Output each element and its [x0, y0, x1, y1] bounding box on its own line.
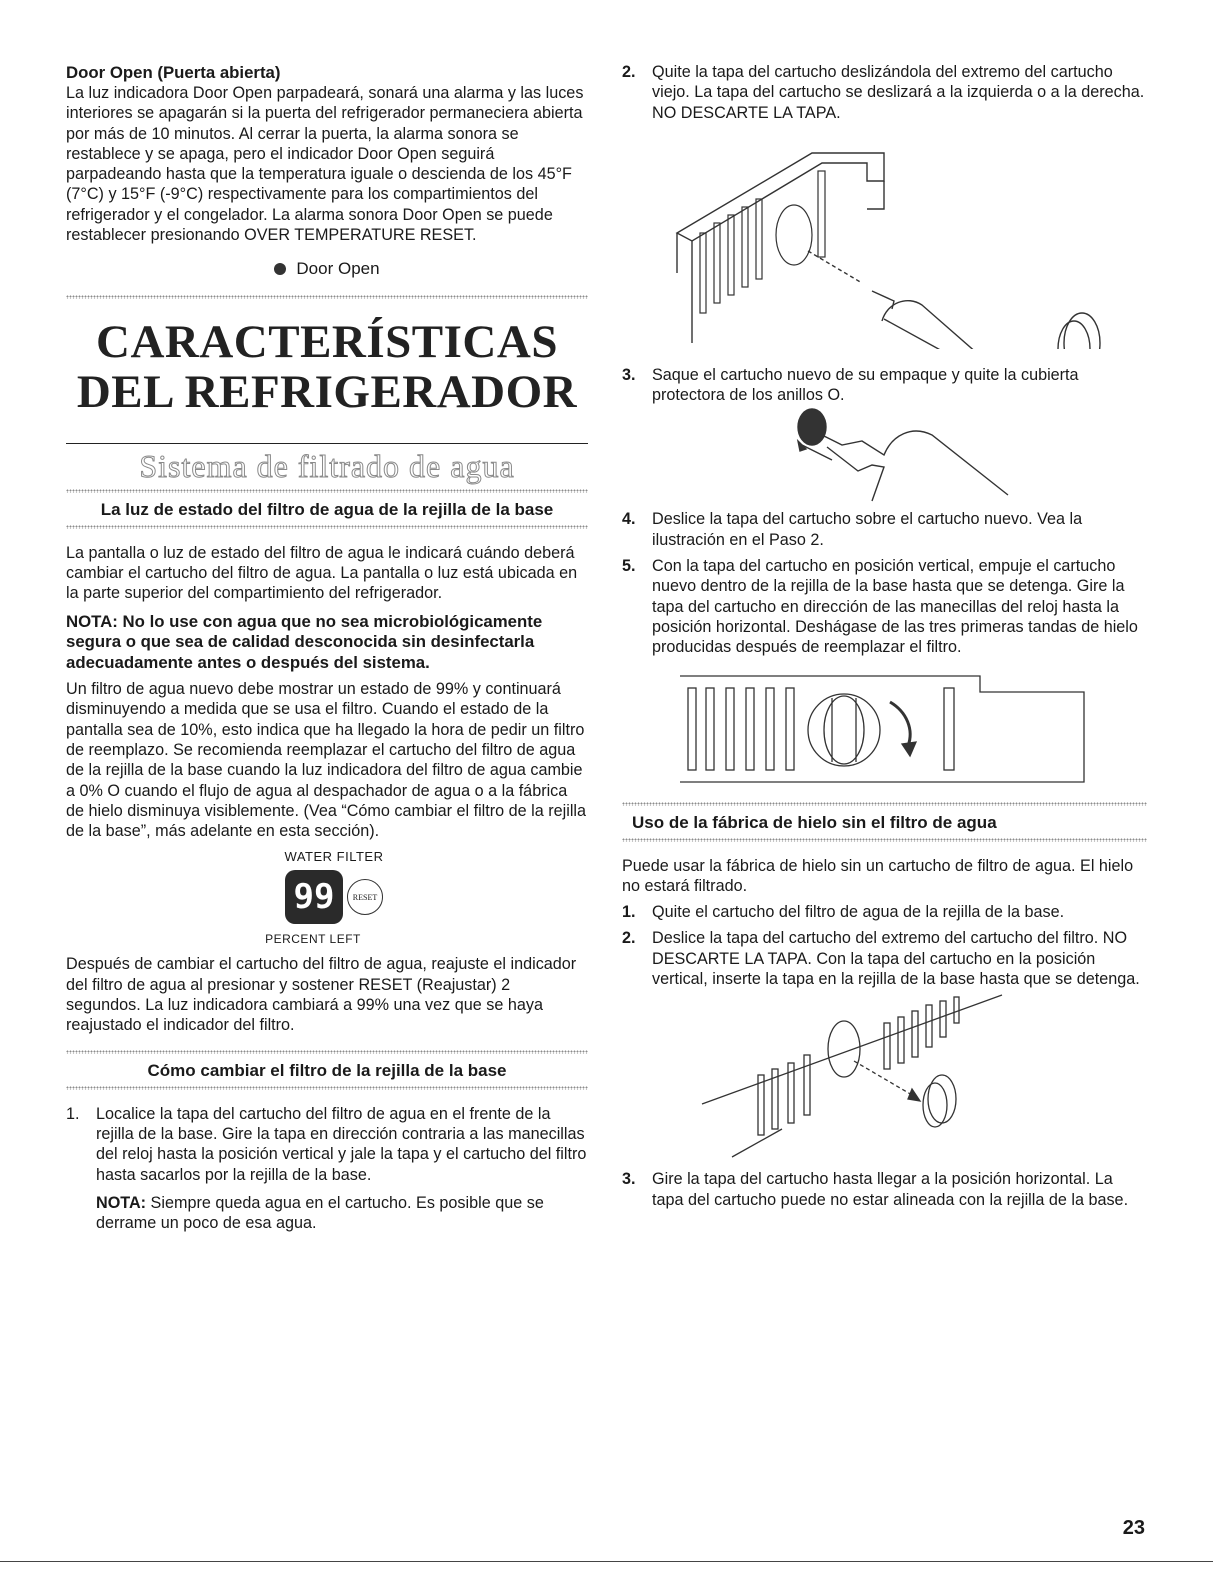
illustration-oring-cover [622, 405, 1147, 505]
step-number: 3. [622, 1170, 636, 1189]
step-text: Deslice la tapa del cartucho sobre el cartucho nuevo. Vea la ilustración en el Paso 2. [652, 510, 1083, 549]
note-bold: NOTA: No lo use con agua que no sea microbiológicamente segura o que sea de calidad desconocida sin desinfectarla adecuadamente antes o después del sistema. [66, 611, 543, 672]
grille-cartridge-illustration [622, 123, 1147, 349]
step-number: 2. [622, 63, 636, 81]
step-text: Saque el cartucho nuevo de su empaque y quite la cubierta protectora de los anillos O. [652, 365, 1079, 405]
list-item [622, 509, 1147, 550]
display-label-bottom: PERCENT LEFT [265, 932, 361, 947]
step-text: Quite el cartucho del filtro de agua de la rejilla de la base. [652, 903, 1065, 922]
step-number: 4. [622, 510, 636, 529]
door-open-indicator-label: Door Open [296, 259, 380, 279]
after-change-text: Después de cambiar el cartucho del filtro de agua, reajuste el indicador del filtro de agua al presionar y sostener RESET (Reajustar) 2 segundos. La luz indicadora cambiará a 99% una vez que se haya reajustado el indicador del filtro. [66, 955, 577, 1035]
list-item [66, 1104, 588, 1234]
step-note [96, 1193, 588, 1234]
list-item [622, 365, 1147, 406]
dotted-divider [66, 1050, 588, 1054]
section-title-line2: DEL REFRIGERADOR [76, 366, 578, 419]
filter-display [66, 849, 588, 946]
oring-illustration [622, 405, 1147, 505]
door-open-heading: Door Open (Puerta abierta) [66, 63, 281, 82]
reset-label: RESET [352, 892, 378, 902]
dotted-divider [66, 1086, 588, 1090]
dotted-divider [66, 525, 588, 529]
display-screen [285, 870, 343, 924]
filter-steps [622, 509, 1147, 657]
filter-steps [622, 62, 1147, 123]
illustration-insert-cap [622, 672, 1147, 792]
list-item [622, 62, 1147, 123]
section-title [66, 317, 588, 417]
step-text: Localice la tapa del cartucho del filtro de agua en el frente de la rejilla de la base. Gire la tapa en dirección contraria a las manecillas del reloj hasta la posición vertical y jale la tapa y el cartucho del filtro hasta sacarlos por la rejilla de la base. [96, 1104, 587, 1184]
step-number: 1. [622, 903, 636, 922]
right-column [622, 62, 1147, 1210]
step-text: Gire la tapa del cartucho hasta llegar a la posición horizontal. La tapa del cartucho puede no estar alineada con la rejilla de la base. [652, 1170, 1129, 1209]
section-rule [66, 443, 588, 444]
page-number: 23 [1122, 1517, 1145, 1539]
step-number: 3. [622, 365, 636, 384]
filter-status-text: Un filtro de agua nuevo debe mostrar un estado de 99% y continuará disminuyendo a medida que se usa el filtro. Cuando el estado de la pantalla sea de 10%, esto indica que ha llegado la hora de pedir un filtro de reemplazo. Se recomienda reemplazar el cartucho del filtro de agua de la rejilla de la base cuando la luz indicadora del filtro de agua cambie a 0% O cuando el flujo de agua al despachador de agua o a la fábrica de hielo disminuya visiblemente. (Vea “Cómo cambiar el filtro de la rejilla de la base”, más adelante en esta sección). [66, 680, 587, 841]
grille-cap-illustration [622, 989, 1147, 1159]
filter-steps [622, 365, 1147, 406]
step-text: Con la tapa del cartucho en posición vertical, empuje el cartucho nuevo dentro de la rejilla de la base hasta que se detenga. Gire la tapa del cartucho en dirección de las manecillas del reloj hasta la posición horizontal. Deshágase de las tres primeras tandas de hielo producidas después de reemplazar el filtro. [652, 557, 1138, 657]
step-number: 1. [66, 1104, 80, 1123]
door-open-indicator [66, 259, 588, 279]
change-filter-steps [66, 1104, 588, 1234]
bottom-rule [0, 1561, 1213, 1562]
reset-button[interactable] [347, 879, 383, 915]
left-column [66, 62, 588, 1233]
list-item [622, 928, 1147, 989]
status-light-text: La pantalla o luz de estado del filtro de agua le indicará cuándo deberá cambiar el cartucho del filtro de agua. La pantalla o luz está ubicada en la parte superior del compartimiento del refrigerador. [66, 543, 578, 603]
ice-steps [622, 1169, 1147, 1210]
ice-steps [622, 902, 1147, 989]
status-light-heading: La luz de estado del filtro de agua de la rejilla de la base [100, 499, 554, 519]
illustration-remove-cap [622, 123, 1147, 349]
subsection-title: Sistema de filtrado de agua [139, 448, 515, 485]
step-note-label: NOTA: [96, 1193, 147, 1212]
step-note-text: Siempre queda agua en el cartucho. Es posible que se derrame un poco de esa agua. [96, 1193, 544, 1233]
illustration-insert-cap-grille [622, 989, 1147, 1159]
dotted-divider [622, 802, 1147, 806]
display-value: 99 [293, 877, 335, 918]
display-unit [285, 870, 383, 924]
list-item [622, 902, 1147, 922]
dotted-divider [66, 489, 588, 493]
dotted-divider [622, 838, 1147, 842]
door-open-text: La luz indicadora Door Open parpadeará, sonará una alarma y las luces interiores se apagarán si la puerta del refrigerador permaneciera abierta por más de 10 minutos. Al cerrar la puerta, la alarma sonora se restablece y se apaga, pero el indicador Door Open seguirá parpadeando hasta que la temperatura iguale o descienda de los 45°F (7°C) y 15°F (-9°C) respectivamente para los compartimientos del refrigerador y el congelador. La alarma sonora Door Open se puede restablecer presionando OVER TEMPERATURE RESET. [66, 84, 584, 245]
step-number: 5. [622, 557, 636, 576]
step-text: Deslice la tapa del cartucho del extremo del cartucho del filtro. NO DESCARTE LA TAPA. Con la tapa del cartucho en la posición vertical, inserte la tapa en la rejilla de la base hasta que se detenga. [652, 929, 1140, 989]
change-filter-heading: Cómo cambiar el filtro de la rejilla de la base [147, 1060, 507, 1080]
list-item [622, 556, 1147, 657]
list-item [622, 1169, 1147, 1210]
step-number: 2. [622, 929, 636, 948]
ice-heading: Uso de la fábrica de hielo sin el filtro de agua [632, 812, 997, 832]
section-title-line1: CARACTERÍSTICAS [96, 316, 558, 369]
grille-turn-illustration [622, 672, 1147, 792]
indicator-dot-icon [274, 263, 286, 275]
display-label-top: WATER FILTER [284, 849, 384, 865]
step-text: Quite la tapa del cartucho deslizándola del extremo del cartucho viejo. La tapa del cartucho se deslizará a la izquierda o a la derecha. NO DESCARTE LA TAPA. [652, 63, 1145, 122]
ice-text: Puede usar la fábrica de hielo sin un cartucho de filtro de agua. El hielo no estará filtrado. [622, 856, 1134, 895]
dotted-divider [66, 295, 588, 299]
